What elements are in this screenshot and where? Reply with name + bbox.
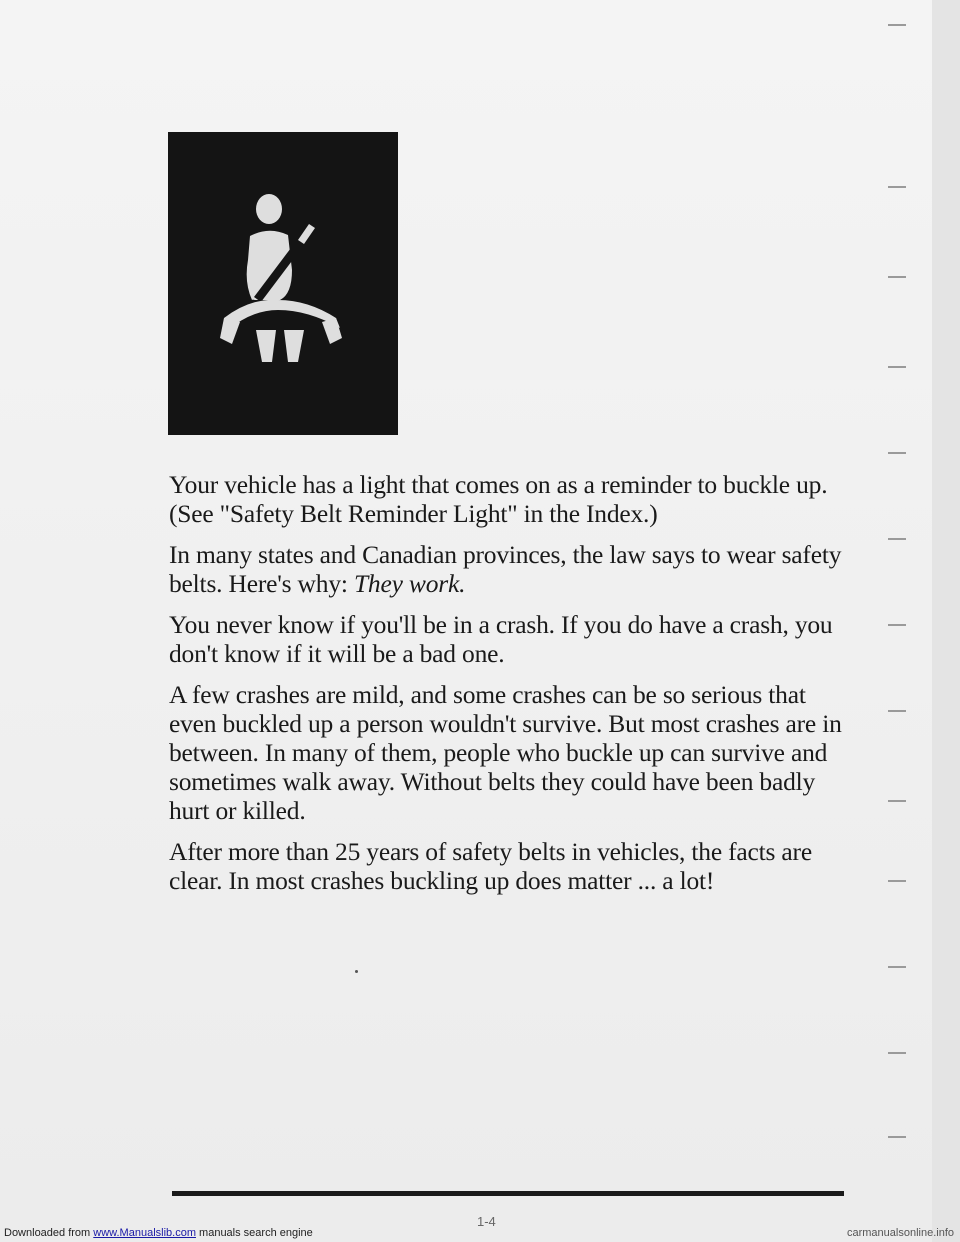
body-text — [169, 470, 859, 907]
scan-tick-mark — [888, 1136, 906, 1138]
scan-tick-mark — [888, 452, 906, 454]
paragraph-crash-severity: A few crashes are mild, and some crashes can be so serious that even buckled up a person wouldn't survive. But most crashes are in between. In many of them, people who buckle up can survive and sometimes walk away. Without belts they could have been badly hurt or killed. — [169, 680, 842, 825]
manualslib-link[interactable]: www.Manualslib.com — [93, 1227, 196, 1239]
scan-tick-mark — [888, 538, 906, 540]
footer-prefix: Downloaded from — [4, 1227, 94, 1239]
scan-tick-mark — [888, 710, 906, 712]
scan-speck — [355, 970, 358, 973]
page-rule — [172, 1191, 844, 1196]
paragraph-law-text: In many states and Canadian provinces, the law says to wear safety belts. Here's why: — [169, 540, 842, 598]
scan-tick-mark — [888, 1052, 906, 1054]
paragraph-law-emphasis: They work. — [353, 569, 466, 598]
seat-belt-reminder-figure — [168, 132, 398, 435]
scan-edge — [932, 0, 960, 1242]
scan-tick-mark — [888, 880, 906, 882]
paragraph-reminder-light: Your vehicle has a light that comes on as a reminder to buckle up. (See "Safety Belt Reminder Light" in the Index.) — [169, 470, 828, 528]
paragraph-facts: After more than 25 years of safety belts in vehicles, the facts are clear. In most crashes buckling up does matter ... a lot! — [169, 837, 812, 895]
page-number: 1-4 — [477, 1214, 496, 1229]
seat-belt-reminder-icon — [168, 132, 398, 435]
scan-tick-mark — [888, 24, 906, 26]
scan-tick-mark — [888, 186, 906, 188]
scan-tick-mark — [888, 800, 906, 802]
scan-tick-mark — [888, 966, 906, 968]
footer-left — [4, 1227, 313, 1239]
scan-tick-mark — [888, 366, 906, 368]
scan-tick-mark — [888, 624, 906, 626]
paragraph-crash-unknown: You never know if you'll be in a crash. If you do have a crash, you don't know if it will be a bad one. — [169, 610, 833, 668]
scan-tick-mark — [888, 276, 906, 278]
download-footer — [0, 1226, 960, 1242]
footer-suffix: manuals search engine — [195, 1227, 313, 1239]
watermark: carmanualsonline.info — [846, 1227, 954, 1239]
paragraph-law — [169, 540, 859, 598]
